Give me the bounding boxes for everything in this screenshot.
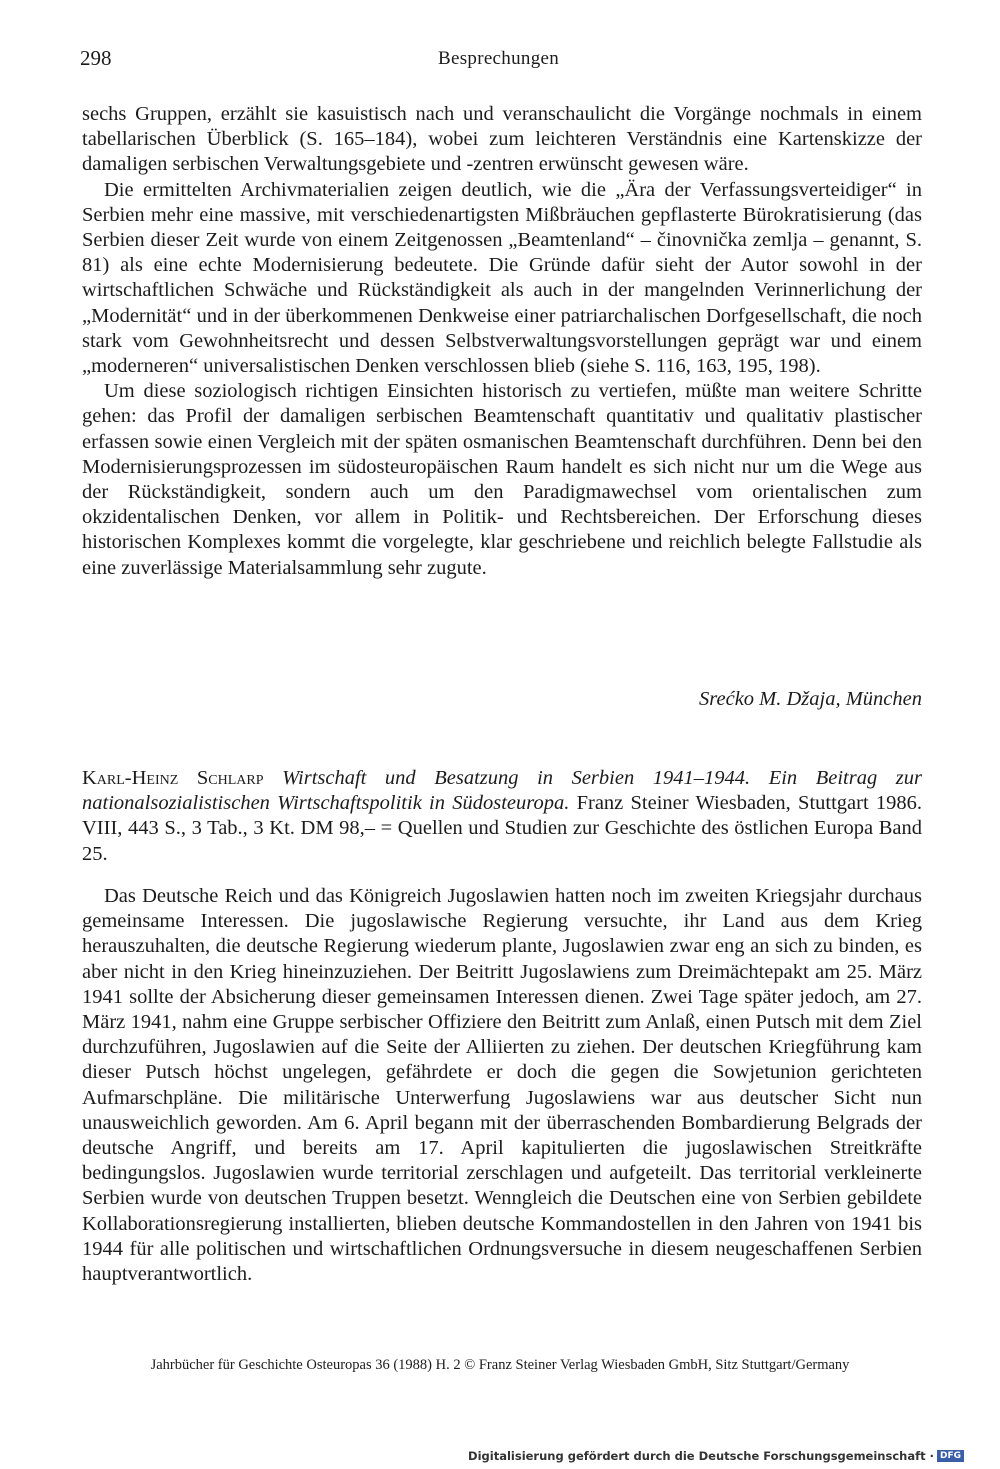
running-title: Besprechungen (438, 48, 560, 69)
dfg-logo-icon: DFG (937, 1450, 964, 1462)
review-1-body (82, 102, 922, 581)
paragraph: Die ermittelten Archivmaterialien zeigen deutlich, wie die „Ära der Verfassungsverteidiger“ in Serbien mehr eine massive, mit verschiedenartigsten Mißbräuchen gepflasterte Bürokratisierung (das Serbien dieser Zeit wurde von einem Zeitgenossen „Beamtenland“ – činovnička zemlja – genannt, S. 81) als eine echte Modernisierung bedeutete. Die Gründe dafür sieht der Autor sowohl in der wirtschaftlichen Schwäche und Rückständigkeit als auch in der mangelnden Verinnerlichung der „Modernität“ und in der überkommenen Denkweise einer patriarchalischen Dorfgesellschaft, die noch stark vom Gewohnheitsrecht und dessen Selbstverwaltungsvorstellungen geprägt war und einem „moderneren“ universalistischen Denken verschlossen blieb (siehe S. 116, 163, 195, 198). (82, 178, 922, 378)
paragraph: Um diese soziologisch richtigen Einsichten historisch zu vertiefen, müßte man weitere Schritte gehen: das Profil der damaligen serbischen Beamtenschaft quantitativ und qualitativ plastischer erfassen sowie einen Vergleich mit der späten osmanischen Beamtenschaft durchführen. Denn bei den Modernisierungsprozessen im südosteuropäischen Raum handelt es sich nicht nur um die Wege aus der Rückständigkeit, sondern auch um den Paradigmawechsel vom orientalischen zum okzidentalischen Denken, vor allem in Politik- und Rechtsbereichen. Der Erforschung dieses historischen Komplexes kommt die vorgelegte, klar geschriebene und reichlich belegte Fallstudie als eine zuverlässige Materialsammlung sehr zugute. (82, 380, 922, 579)
digitization-note (468, 1449, 964, 1463)
journal-footer: Jahrbücher für Geschichte Osteuropas 36 (1988) H. 2 © Franz Steiner Verlag Wiesbaden GmbH, Sitz Stuttgart/Germany (150, 1357, 850, 1373)
page-number: 298 (80, 46, 112, 70)
digitization-text: Digitalisierung gefördert durch die Deutsche Forschungsgemeinschaft · (468, 1449, 934, 1463)
paragraph: Das Deutsche Reich und das Königreich Jugoslawien hatten noch im zweiten Kriegsjahr durchaus gemeinsame Interessen. Die jugoslawische Regierung versuchte, ihr Land aus dem Krieg herauszuhalten, die deutsche Regierung wiederum plante, Jugoslawien zwar eng an sich zu binden, es aber nicht in den Krieg hineinzuziehen. Der Beitritt Jugoslawiens zum Dreimächtepakt am 25. März 1941 sollte der Absicherung dieser gemeinsamen Interessen dienen. Zwei Tage später jedoch, am 27. März 1941, nahm eine Gruppe serbischer Offiziere den Beitritt zum Anlaß, einen Putsch mit dem Ziel durchzuführen, Jugoslawien auf die Seite der Alliierten zu ziehen. Der deutschen Kriegführung kam dieser Putsch höchst ungelegen, gefährdete er doch die gegen die Sowjetunion gerichteten Aufmarschpläne. Die militärische Unterwerfung Jugoslawiens war aus deutscher Sicht nun unausweichlich geworden. Am 6. April begann mit der überraschenden Bombardierung Belgrads der deutsche Angriff, und bereits am 17. April kapitulierten die jugoslawischen Streitkräfte bedingungslos. Jugoslawien wurde territorial zerschlagen und aufgeteilt. Das territorial verkleinerte Serbien wurde von deutschen Truppen besetzt. Wenngleich die Deutschen eine von Serbien gebildete Kollaborationsregierung installierten, blieben deutsche Kommandostellen in den Jahren von 1941 bis 1944 für alle politischen und wirtschaftlichen Ordnungsversuche in diesem neugeschaffenen Serbien hauptverantwortlich. (82, 885, 922, 1286)
paragraph: sechs Gruppen, erzählt sie kasuistisch nach und veranschaulicht die Vorgänge nochmals in einem tabellarischen Überblick (S. 165–184), wobei zum leichteren Verständnis eine Kartenskizze der damaligen serbischen Verwaltungsgebiete und -zentren erwünscht gewesen wäre. (82, 103, 922, 176)
book-title: Wirtschaft und Besatzung in Serbien 1941–1944. Ein Beitrag zur nationalsozialistischen Wirtschaftspolitik in Südosteuropa. (82, 767, 922, 815)
reviewer-signature: Srećko M. Džaja, München (699, 688, 922, 710)
review-2-body (82, 884, 922, 1287)
book-details: Franz Steiner Wiesbaden, Stuttgart 1986. VIII, 443 S., 3 Tab., 3 Kt. DM 98,– = Quellen und Studien zur Geschichte des östlichen Europa Band 25. (82, 792, 923, 865)
book-author: Karl-Heinz Schlarp (82, 767, 264, 789)
book-citation (82, 766, 922, 867)
